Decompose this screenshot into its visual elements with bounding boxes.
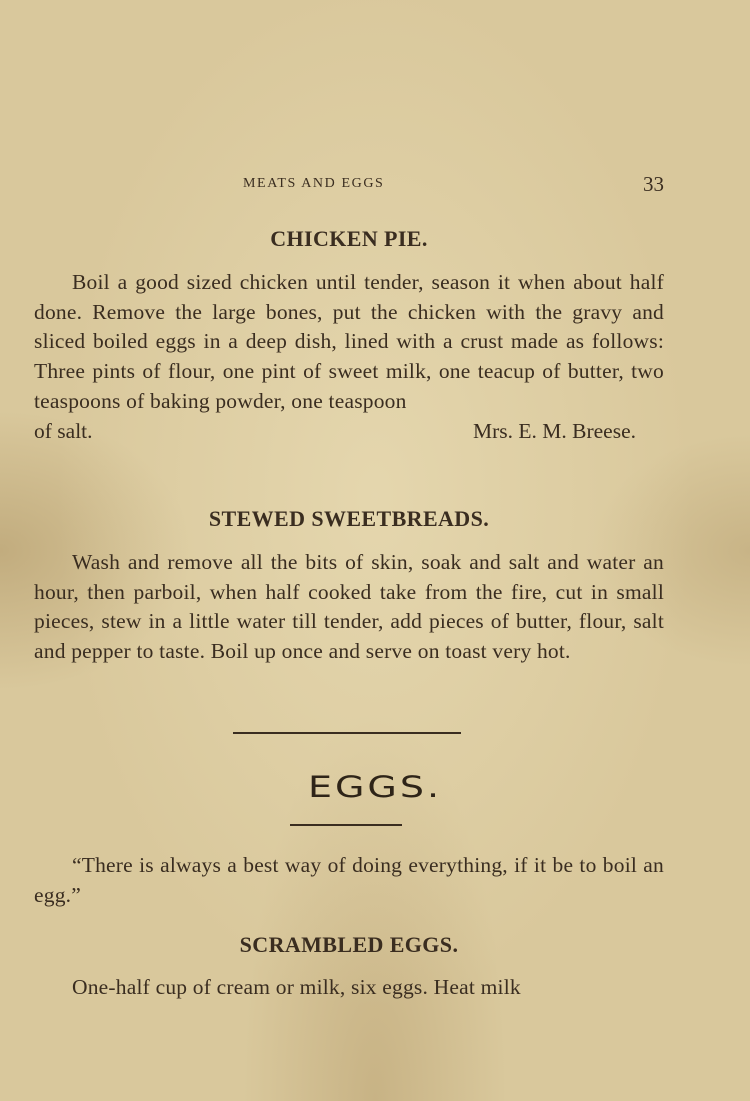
page-number: 33 xyxy=(643,172,664,196)
running-head xyxy=(0,172,750,198)
running-title: MEATS AND EGGS xyxy=(243,176,385,191)
chicken-pie-heading: CHICKEN PIE. xyxy=(270,226,428,251)
eggs-quote-section xyxy=(34,851,664,910)
scrambled-eggs-section xyxy=(34,930,664,1003)
eggs-quote: “There is always a best way of doing everything, if it be to boil an egg.” xyxy=(34,853,664,907)
chicken-pie-signature-line xyxy=(34,417,664,447)
recipe-signature: Mrs. E. M. Breese. xyxy=(472,418,636,443)
title-underline xyxy=(290,824,402,826)
stewed-sweetbreads-section xyxy=(34,504,664,667)
scrambled-eggs-heading: SCRAMBLED EGGS. xyxy=(239,932,459,957)
eggs-chapter-title: EGGS. xyxy=(307,769,443,805)
stewed-sweetbreads-heading: STEWED SWEETBREADS. xyxy=(208,506,490,531)
stewed-sweetbreads-text: Wash and remove all the bits of skin, soak and salt and water an hour, then parboil, when half cooked take from the fire, cut in small pieces, stew in a little water till tender, add pieces of butter, flour, salt and pepper to taste. Boil up once and serve on toast very hot. xyxy=(34,550,664,664)
section-divider xyxy=(233,732,461,734)
scrambled-eggs-text: One-half cup of cream or milk, six eggs. Heat milk xyxy=(72,975,521,999)
chicken-pie-text: Boil a good sized chicken until tender, season it when about half done. Remove the large bones, put the chicken with the gravy and sliced boiled eggs in a deep dish, lined with a crust made as follows: Three pints of flour, one pint of sweet milk, one teacup of butter, two teaspoons of baking powder, one teaspoon xyxy=(34,270,664,413)
chicken-pie-section xyxy=(34,224,664,446)
chicken-pie-text-tail: of salt. xyxy=(34,418,93,443)
